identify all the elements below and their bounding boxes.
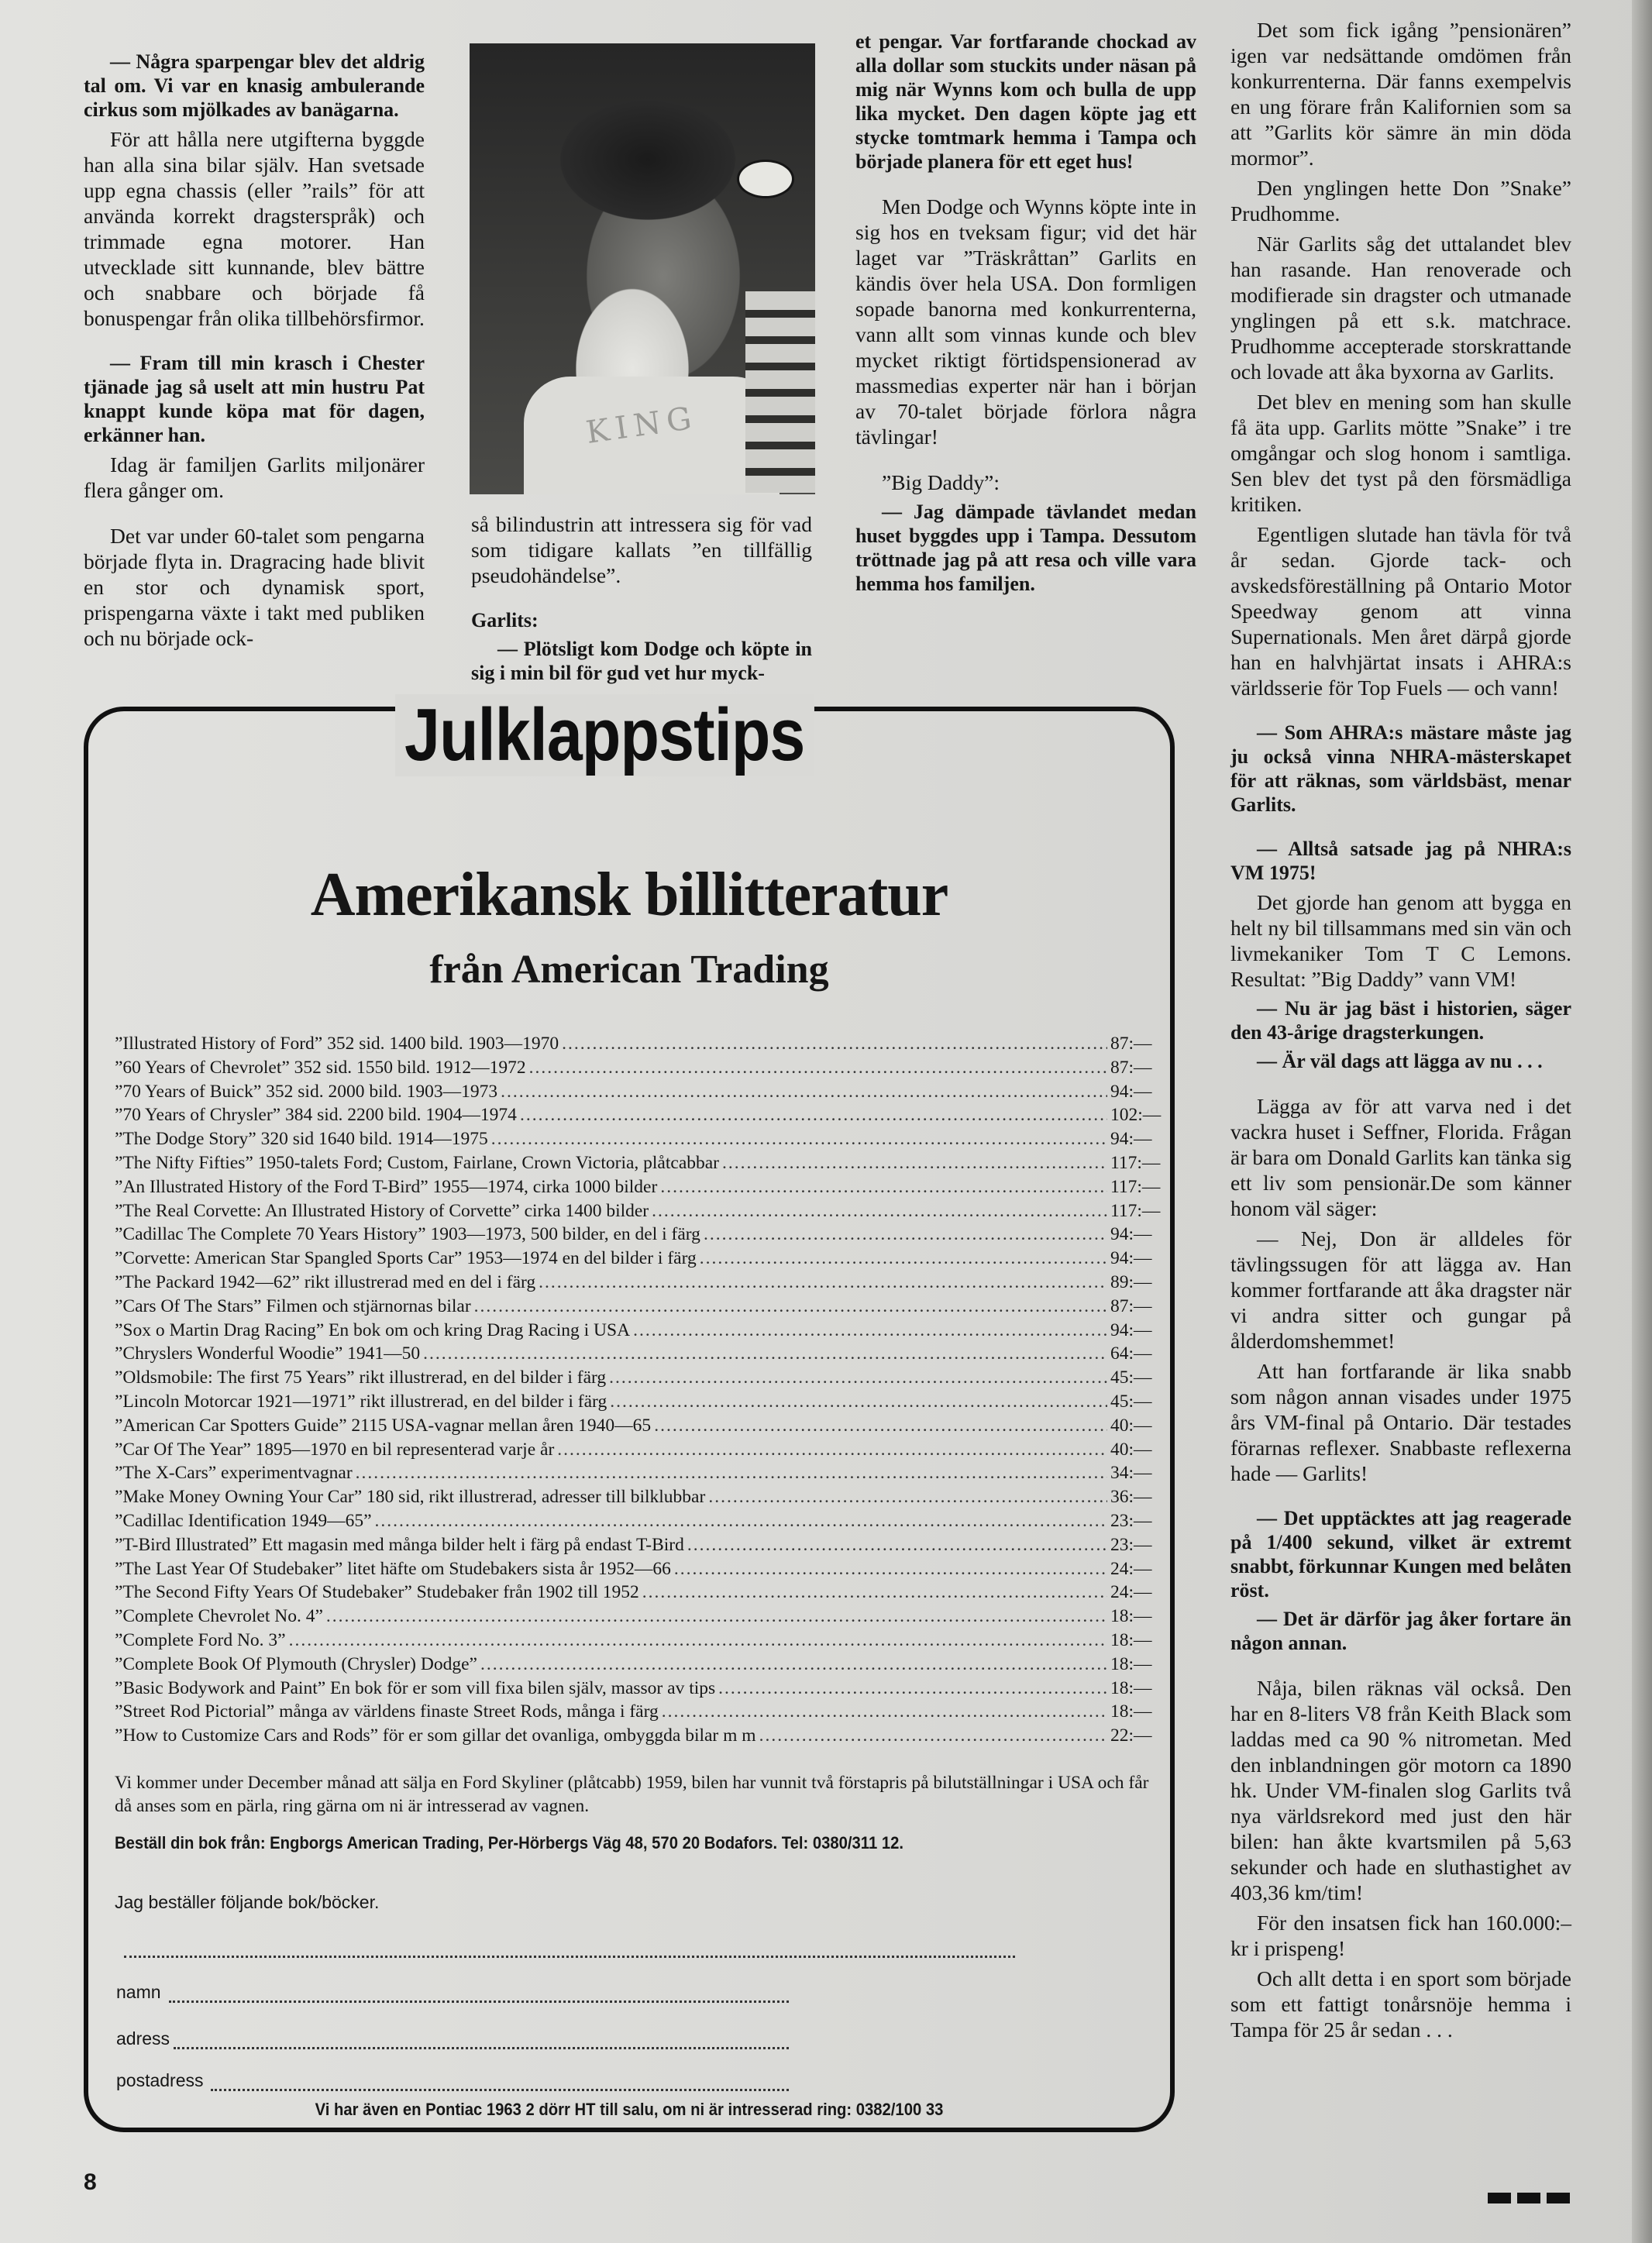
- book-leader-dots: [660, 1175, 1107, 1199]
- book-title: ”The Real Corvette: An Illustrated History of Corvette” cirka 1400 bilder: [115, 1200, 649, 1221]
- col1-paragraph: För att hålla nere utgifterna byggde han alla sina bilar själv. Han svetsade upp egna chassis (eller ”rails” för att använda korrekt dragsterspråk) och trimmade egna motorer. Han utvecklade sitt kunnande, blev bättre och snabbare och började få bonuspengar från olika tillbehörsfirmor.: [84, 127, 425, 330]
- book-leader-dots: [501, 1080, 1107, 1104]
- book-leader-dots: [356, 1461, 1107, 1485]
- article-column-2: [471, 511, 812, 690]
- book-price: 117:—: [1110, 1200, 1161, 1221]
- book-row: [115, 1032, 1157, 1056]
- order-form-postal-label: postadress: [116, 2070, 204, 2090]
- book-title: ”The Packard 1942—62” rikt illustrerad med en del i färg: [115, 1271, 536, 1292]
- book-title: ”Cadillac Identification 1949—65”: [115, 1510, 372, 1531]
- col4-paragraph: — Alltså satsade jag på NHRA:s VM 1975!: [1230, 838, 1571, 884]
- order-form-postal-line[interactable]: [211, 2089, 789, 2091]
- book-leader-dots: [652, 1199, 1107, 1223]
- book-price: 36:—: [1110, 1487, 1152, 1508]
- col4-paragraph: — Det är därför jag åker fortare än någon annan.: [1230, 1608, 1571, 1654]
- book-row: [115, 1557, 1157, 1581]
- col4-paragraph: Lägga av för att varva ned i det vackra huset i Seffner, Florida. Frågan är bara om Donald Garlits kan tänka sig ett liv som pensionär.De som känner honom väl säger:: [1230, 1094, 1571, 1220]
- book-leader-dots: [722, 1151, 1107, 1175]
- col4-paragraph: Nåja, bilen räknas väl också. Den har en 8-liters V8 från Keith Black som laddas med ca 90 % nitrometan. Med den inblandningen gör motorn ca 1890 hk. Under VM-finalen slog Garlits två nya världsrekord med just den här bilen: han åkte kvartsmilen på 5,63 sekunder och hade en sluthastighet av 403,36 km/tim!: [1230, 1676, 1571, 1904]
- book-price: 117:—: [1110, 1152, 1161, 1173]
- photo-garlits-portrait: [470, 43, 815, 494]
- col2-paragraph: Garlits:: [471, 609, 539, 631]
- book-row: [115, 1581, 1157, 1605]
- book-row: [115, 1366, 1157, 1390]
- book-price: 18:—: [1110, 1606, 1152, 1627]
- book-price-list: [115, 1032, 1162, 1748]
- book-leader-dots: [326, 1605, 1107, 1629]
- book-title: ”Sox o Martin Drag Racing” En bok om och kring Drag Racing i USA: [115, 1319, 631, 1340]
- book-title: ”Illustrated History of Ford” 352 sid. 1400 bild. 1903—1970: [115, 1034, 559, 1054]
- book-row: [115, 1390, 1157, 1414]
- col4-paragraph: Den ynglingen hette Don ”Snake” Prudhomme.: [1230, 176, 1571, 225]
- book-leader-dots: [718, 1677, 1107, 1701]
- col1-paragraph: Det var under 60-talet som pengarna började flyta in. Dragracing hade blivit en stor och dynamisk sport, prispengarna växte i takt med publiken och nu började ock-: [84, 524, 425, 650]
- book-price: 89:—: [1110, 1271, 1152, 1292]
- book-row: [115, 1151, 1161, 1175]
- photo-cap-badge: [737, 160, 794, 198]
- book-price: 24:—: [1110, 1558, 1152, 1579]
- book-row: [115, 1509, 1157, 1533]
- book-leader-dots: [654, 1414, 1107, 1438]
- book-row: [115, 1103, 1162, 1127]
- book-leader-dots: [759, 1724, 1107, 1748]
- book-title: ”Basic Bodywork and Paint” En bok för er som vill fixa bilen själv, massor av tips: [115, 1677, 716, 1698]
- book-title: ”Car Of The Year” 1895—1970 en bil representerad varje år: [115, 1439, 555, 1460]
- book-leader-dots: [289, 1629, 1107, 1653]
- book-leader-dots: [633, 1319, 1107, 1343]
- article-end-mark: [1488, 2193, 1570, 2203]
- book-title: ”How to Customize Cars and Rods” för er som gillar det ovanliga, ombyggda bilar m m: [115, 1725, 756, 1746]
- photo-window: [745, 291, 815, 493]
- col1-paragraph: — Några sparpengar blev det aldrig tal om. Vi var en knasig ambulerande cirkus som mjölkades av banägarna.: [84, 50, 425, 121]
- book-title: ”Cadillac The Complete 70 Years History” 1903—1973, 500 bilder, en del i färg: [115, 1224, 700, 1245]
- book-row: [115, 1127, 1157, 1151]
- book-price: 87:—: [1110, 1034, 1152, 1054]
- book-title: ”The Dodge Story” 320 sid 1640 bild. 1914—1975: [115, 1129, 488, 1150]
- page-number: 8: [84, 2169, 97, 2195]
- book-price: 45:—: [1110, 1367, 1152, 1388]
- book-title: ”The Nifty Fifties” 1950-talets Ford; Custom, Fairlane, Crown Victoria, plåtcabbar: [115, 1152, 720, 1173]
- book-price: 23:—: [1110, 1510, 1152, 1531]
- book-title: ”60 Years of Chevrolet” 352 sid. 1550 bild. 1912—1972: [115, 1057, 526, 1078]
- book-price: 87:—: [1110, 1295, 1152, 1316]
- ad-order-address: Beställ din bok från: Engborgs American Trading, Per-Hörbergs Väg 48, 570 20 Bodafors. Tel: 0380/311 12.: [115, 1833, 903, 1853]
- book-row: [115, 1700, 1157, 1724]
- book-leader-dots: [423, 1342, 1107, 1366]
- book-price: 64:—: [1110, 1343, 1152, 1364]
- book-row: [115, 1056, 1157, 1080]
- book-title: ”An Illustrated History of the Ford T-Bird” 1955—1974, cirka 1000 bilder: [115, 1176, 658, 1197]
- book-title: ”Complete Chevrolet No. 4”: [115, 1606, 323, 1627]
- book-leader-dots: [557, 1438, 1107, 1462]
- book-leader-dots: [610, 1390, 1107, 1414]
- book-leader-dots: [539, 1271, 1107, 1295]
- ad-heading: Amerikansk billitteratur: [310, 861, 948, 929]
- book-row: [115, 1461, 1157, 1485]
- order-form-address-line[interactable]: [174, 2047, 789, 2049]
- book-title: ”70 Years of Buick” 352 sid. 2000 bild. 1903—1973: [115, 1081, 498, 1102]
- book-row: [115, 1223, 1157, 1247]
- book-price: 22:—: [1110, 1725, 1152, 1746]
- book-title: ”Lincoln Motorcar 1921—1971” rikt illustrerad, en del bilder i färg: [115, 1391, 607, 1412]
- col4-paragraph: Det som fick igång ”pensionären” igen var nedsättande omdömen från konkurrenterna. Där fanns exempelvis en ung förare från Kalifornien som sa att ”Garlits kör sämre än min döda mormor”.: [1230, 18, 1571, 170]
- ad-skyliner-note: Vi kommer under December månad att sälja en Ford Skyliner (plåtcabb) 1959, bilen har vunnit två förstapris på bilutställningar i USA och får då anses som en pärla, ring gärna om ni är intresserad av vagnen.: [115, 1773, 1149, 1816]
- book-leader-dots: [662, 1700, 1107, 1724]
- book-title: ”Chryslers Wonderful Woodie” 1941—50: [115, 1343, 421, 1364]
- book-row: [115, 1677, 1157, 1701]
- book-title: ”70 Years of Chrysler” 384 sid. 2200 bild. 1904—1974: [115, 1105, 517, 1126]
- book-row: [115, 1414, 1157, 1438]
- book-title: ”Complete Book Of Plymouth (Chrysler) Dodge”: [115, 1653, 477, 1674]
- col4-paragraph: Egentligen slutade han tävla för två år sedan. Gjorde tack- och avskedsföreställning på Ontario Motor Speedway genom att vinna Supernationals. Men året därpå gjorde han en halvhjärtat insats i AHRA:s världsserie för Top Fuels — och vann!: [1230, 522, 1571, 700]
- order-form-address-label: adress: [116, 2028, 170, 2049]
- col1-paragraph: — Fram till min krasch i Chester tjänade jag så uselt att min hustru Pat knappt kunde köpa mat för dagen, erkänner han.: [84, 352, 425, 446]
- col2-paragraph: så bilindustrin att intressera sig för vad som tidigare kallats ”en tillfällig pseudohändelse”.: [471, 512, 812, 587]
- book-price: 94:—: [1110, 1248, 1152, 1269]
- ad-subheading: från American Trading: [429, 948, 829, 992]
- book-price: 18:—: [1110, 1701, 1152, 1722]
- col4-paragraph: Det gjorde han genom att bygga en helt ny bil tillsammans med sin vän och livmekaniker Tom T C Lemons. Resultat: ”Big Daddy” vann VM!: [1230, 890, 1571, 991]
- book-title: ”The Last Year Of Studebaker” litet häfte om Studebakers sista år 1952—66: [115, 1558, 671, 1579]
- article-column-3: [855, 29, 1196, 600]
- book-row: [115, 1175, 1161, 1199]
- book-row: [115, 1605, 1157, 1629]
- col3-paragraph: et pengar. Var fortfarande chockad av alla dollar som stuckits under näsan på mig när Wynns kom och bulla de upp lika mycket. Den dagen köpte jag ett stycke tomtmark hemma i Tampa och började planera för ett eget hus!: [855, 30, 1196, 173]
- book-title: ”Corvette: American Star Spangled Sports Car” 1953—1974 en del bilder i färg: [115, 1248, 697, 1269]
- book-row: [115, 1533, 1157, 1557]
- book-price: 87:—: [1110, 1057, 1152, 1078]
- col4-paragraph: För den insatsen fick han 160.000:– kr i prispeng!: [1230, 1911, 1571, 1960]
- order-form-name-label: namn: [116, 1982, 161, 2002]
- book-price: 117:—: [1110, 1176, 1161, 1197]
- book-leader-dots: [562, 1032, 1107, 1056]
- article-column-1: [84, 50, 425, 655]
- book-leader-dots: [687, 1533, 1107, 1557]
- book-price: 18:—: [1110, 1653, 1152, 1674]
- col4-paragraph: — Nu är jag bäst i historien, säger den 43-årige dragsterkungen.: [1230, 997, 1571, 1044]
- col4-paragraph: Att han fortfarande är lika snabb som någon annan visades under 1975 års VM-final på Ontario. Där testades förarnas reflexer. Snabbaste reflexerna hade — Garlits!: [1230, 1359, 1571, 1485]
- ad-footer-pontiac: Vi har även en Pontiac 1963 2 dörr HT till salu, om ni är intresserad ring: 0382/100 33: [315, 2100, 944, 2119]
- book-leader-dots: [609, 1366, 1107, 1390]
- book-row: [115, 1199, 1161, 1223]
- book-leader-dots: [674, 1557, 1107, 1581]
- order-form-name-line[interactable]: [169, 2000, 789, 2003]
- book-title: ”Oldsmobile: The first 75 Years” rikt illustrerad, en del bilder i färg: [115, 1367, 607, 1388]
- book-price: 34:—: [1110, 1463, 1152, 1484]
- order-form-books-line[interactable]: [124, 1956, 1015, 1958]
- book-row: [115, 1319, 1157, 1343]
- col4-paragraph: — Det upptäcktes att jag reagerade på 1/400 sekund, vilket är extremt snabbt, förkunnar Kungen med belåten röst.: [1230, 1507, 1571, 1601]
- book-title: ”T-Bird Illustrated” Ett magasin med många bilder helt i färg på endast T-Bird: [115, 1534, 684, 1555]
- book-price: 24:—: [1110, 1582, 1152, 1603]
- col4-paragraph: När Garlits såg det uttalandet blev han rasande. Han renoverade och modifierade sin dragster och utmanade ynglingen på ett s.k. matchrace. Prudhomme accepterade storskrattande och lovade att åka byxorna av Garlits.: [1230, 232, 1571, 384]
- book-title: ”The Second Fifty Years Of Studebaker” Studebaker från 1902 till 1952: [115, 1582, 639, 1603]
- book-title: ”Complete Ford No. 3”: [115, 1629, 286, 1650]
- ad-title: Julklappstips: [395, 694, 814, 776]
- book-leader-dots: [520, 1103, 1107, 1127]
- order-form-intro: Jag beställer följande bok/böcker.: [115, 1892, 380, 1912]
- book-row: [115, 1724, 1157, 1748]
- col4-paragraph: Och allt detta i en sport som började som ett fattigt tonårsnöje hemma i Tampa för 25 år sedan . . .: [1230, 1966, 1571, 2042]
- col4-paragraph: — Som AHRA:s mästare måste jag ju också vinna NHRA-mästerskapet för att räknas, som världsbäst, menar Garlits.: [1230, 721, 1571, 816]
- article-column-4: [1230, 17, 1571, 2047]
- book-price: 102:—: [1110, 1105, 1162, 1126]
- book-title: ”Cars Of The Stars” Filmen och stjärnornas bilar: [115, 1295, 471, 1316]
- book-leader-dots: [529, 1056, 1107, 1080]
- book-leader-dots: [375, 1509, 1107, 1533]
- col4-paragraph: — Nej, Don är alldeles för tävlingssugen för att lägga av. Han kommer fortfarande att åka dragster när vi andra sitter och gungar på ålderdomshemmet!: [1230, 1226, 1571, 1353]
- book-price: 94:—: [1110, 1319, 1152, 1340]
- col2-paragraph: — Plötsligt kom Dodge och köpte in sig i min bil för gud vet hur myck-: [471, 638, 812, 684]
- book-title: ”The X-Cars” experimentvagnar: [115, 1463, 353, 1484]
- book-row: [115, 1247, 1157, 1271]
- book-row: [115, 1653, 1157, 1677]
- book-row: [115, 1629, 1157, 1653]
- book-price: 23:—: [1110, 1534, 1152, 1555]
- book-leader-dots: [700, 1247, 1107, 1271]
- book-price: 40:—: [1110, 1439, 1152, 1460]
- book-leader-dots: [708, 1485, 1107, 1509]
- book-title: ”Make Money Owning Your Car” 180 sid, rikt illustrerad, adresser till bilklubbar: [115, 1487, 706, 1508]
- book-row: [115, 1485, 1157, 1509]
- book-leader-dots: [480, 1653, 1107, 1677]
- book-price: 94:—: [1110, 1129, 1152, 1150]
- col4-paragraph: — Är väl dags att lägga av nu . . .: [1257, 1050, 1543, 1072]
- col1-paragraph: Idag är familjen Garlits miljonärer flera gånger om.: [84, 452, 425, 502]
- book-row: [115, 1295, 1157, 1319]
- book-leader-dots: [474, 1295, 1107, 1319]
- page-spine-edge: [1632, 0, 1652, 2243]
- col4-paragraph: Det blev en mening som han skulle få äta upp. Garlits mötte ”Snake” i tre omgångar och slog honom i samtliga. Sen blev det tyst på den försmädliga kritiken.: [1230, 390, 1571, 516]
- book-price: 40:—: [1110, 1415, 1152, 1436]
- photo-shirt-text: KING: [583, 400, 700, 451]
- book-price: 45:—: [1110, 1391, 1152, 1412]
- book-row: [115, 1080, 1157, 1104]
- book-price: 18:—: [1110, 1629, 1152, 1650]
- col3-paragraph: ”Big Daddy”:: [882, 470, 1000, 494]
- book-title: ”American Car Spotters Guide” 2115 USA-vagnar mellan åren 1940—65: [115, 1415, 652, 1436]
- book-title: ”Street Rod Pictorial” många av världens finaste Street Rods, många i färg: [115, 1701, 659, 1722]
- book-price: 94:—: [1110, 1224, 1152, 1245]
- book-leader-dots: [491, 1127, 1107, 1151]
- book-price: 18:—: [1110, 1677, 1152, 1698]
- book-leader-dots: [704, 1223, 1107, 1247]
- col3-paragraph: Men Dodge och Wynns köpte inte in sig hos en tveksam figur; vid det här laget var ”Träskråttan” Garlits en kändis över hela USA. Don formligen sopade banorna med konkurrenterna, vann allt som vinnas kunde och blev mycket riktigt förtidspensionerad av massmedias experter när han i början av 70-talet började förlora några tävlingar!: [855, 194, 1196, 449]
- book-leader-dots: [642, 1581, 1107, 1605]
- book-row: [115, 1438, 1157, 1462]
- book-price: 94:—: [1110, 1081, 1152, 1102]
- book-row: [115, 1271, 1157, 1295]
- book-row: [115, 1342, 1157, 1366]
- col3-paragraph: — Jag dämpade tävlandet medan huset byggdes upp i Tampa. Dessutom tröttnade jag på att resa och ville vara hemma hos familjen.: [855, 501, 1196, 595]
